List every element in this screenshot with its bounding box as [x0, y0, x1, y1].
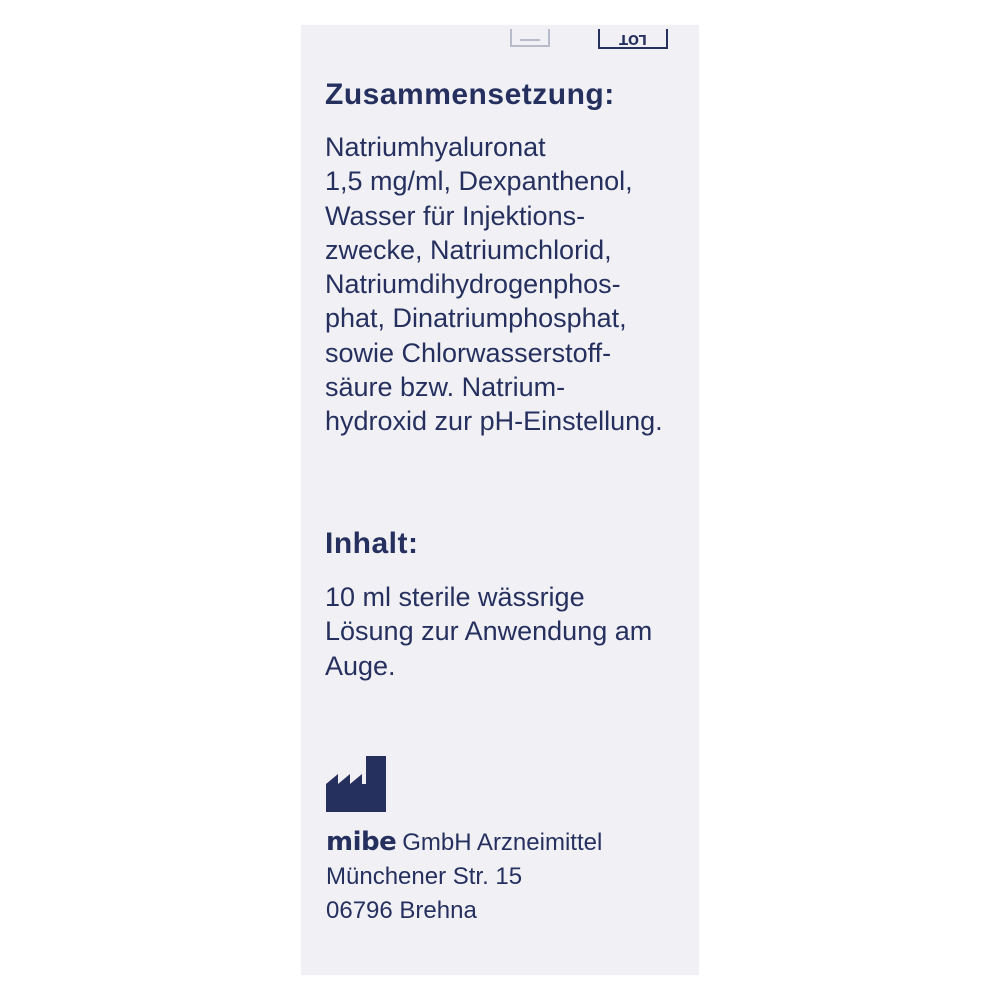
composition-line: hydroxid zur pH-Einstellung. — [325, 406, 663, 437]
composition-heading: Zusammensetzung: — [325, 78, 615, 111]
lot-label: LOT — [619, 31, 647, 46]
composition-line: 1,5 mg/ml, Dexpanthenol, — [325, 166, 633, 197]
composition-text — [325, 130, 663, 439]
composition-line: sowie Chlorwasserstoff- — [325, 337, 612, 368]
factory-icon — [326, 756, 386, 812]
brand-logo-text: mibe — [326, 827, 397, 857]
street-line: Münchener Str. 15 — [326, 863, 523, 890]
contents-line: 10 ml sterile wässrige — [325, 582, 585, 612]
composition-line: säure bzw. Natrium- — [325, 372, 566, 403]
contents-line: Lösung zur Anwendung am — [325, 616, 653, 647]
composition-line: zwecke, Natriumchlorid, — [325, 234, 612, 265]
composition-line: Natriumhyaluronat — [325, 132, 546, 162]
composition-line: Wasser für Injektions- — [325, 200, 586, 231]
contents-section — [325, 527, 419, 561]
manufacturer-name-line — [326, 825, 602, 860]
city-line: 06796 Brehna — [326, 897, 477, 924]
composition-line: Natriumdihydrogenphos- — [325, 269, 621, 300]
lot-field — [598, 29, 668, 49]
contents-line: Auge. — [325, 650, 396, 681]
manufacturer-address — [326, 825, 602, 928]
contents-heading: Inhalt: — [325, 527, 419, 560]
composition-section — [325, 78, 615, 112]
expiry-date-icon — [510, 29, 550, 47]
company-name: GmbH Arzneimittel — [402, 829, 603, 856]
composition-line: phat, Dinatriumphosphat, — [325, 303, 627, 334]
contents-text — [325, 580, 652, 683]
